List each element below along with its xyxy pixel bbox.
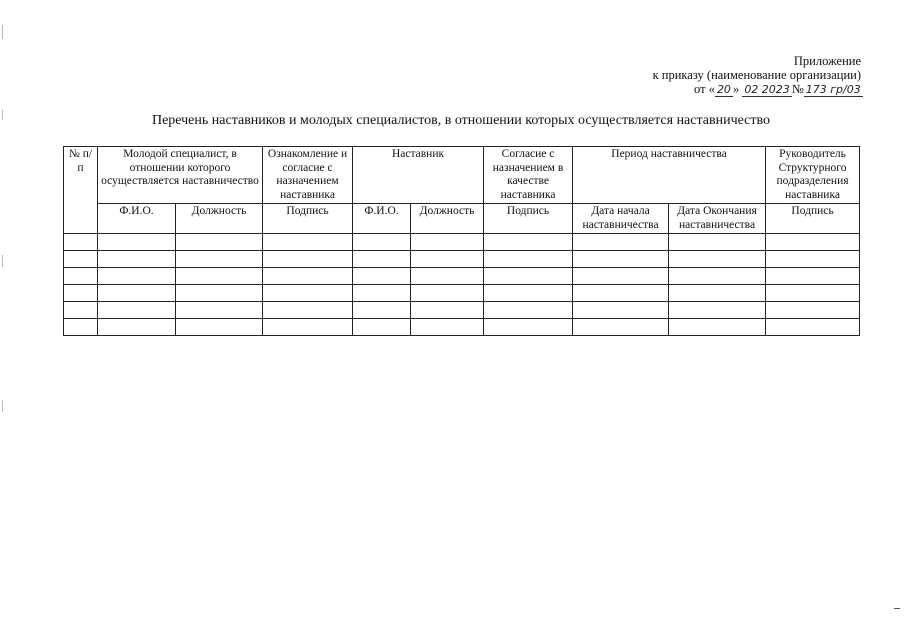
table-cell [263,285,353,302]
table-cell [98,234,176,251]
table-row [64,234,860,251]
scan-edge-mark [2,25,3,39]
table-cell [766,302,860,319]
date-prefix: от « [694,82,715,96]
sub-period-end: Дата Окончания наставничества [669,204,766,234]
sub-period-start: Дата начала наставничества [573,204,669,234]
table-cell [766,319,860,336]
table-row [64,268,860,285]
order-month-year: 02 2023 [744,83,790,96]
sub-mentor-name: Ф.И.О. [353,204,411,234]
table-cell [484,285,573,302]
table-cell [176,268,263,285]
table-cell [669,285,766,302]
table-cell [766,234,860,251]
table-cell [669,319,766,336]
table-cell [64,251,98,268]
table-cell [353,319,411,336]
table-cell [64,319,98,336]
table-cell [64,285,98,302]
table-cell [353,302,411,319]
table-cell [484,234,573,251]
sub-mentor-signature: Подпись [484,204,573,234]
table-cell [64,268,98,285]
table-cell [98,302,176,319]
table-cell [353,285,411,302]
scan-edge-mark [2,255,3,267]
appendix-block [653,54,861,82]
sub-specialist-signature: Подпись [263,204,353,234]
table-cell [263,302,353,319]
table-cell [98,268,176,285]
table-cell [766,285,860,302]
order-date-number [694,82,863,97]
table-cell [669,302,766,319]
scan-corner-mark [894,608,900,609]
table-cell [411,268,484,285]
table-cell [669,234,766,251]
number-prefix: № [791,82,804,96]
order-reference: к приказу (наименование организации) [652,68,861,82]
table-cell [766,268,860,285]
table-cell [573,302,669,319]
table-cell [573,285,669,302]
table-cell [176,285,263,302]
table-cell [411,302,484,319]
table-cell [484,302,573,319]
table-cell [98,251,176,268]
header-row-top [64,147,860,204]
table-cell [263,234,353,251]
table-cell [411,234,484,251]
table-row [64,251,860,268]
table-body [64,234,860,336]
table-cell [411,319,484,336]
table-cell [263,319,353,336]
scan-edge-mark [2,400,3,412]
scan-edge-mark [2,110,3,120]
table-cell [176,234,263,251]
col-young-specialist: Молодой специалист, в отношении которого осуществляется наставничество [98,147,263,204]
table-cell [411,251,484,268]
header-row-sub [64,204,860,234]
appendix-label: Приложение [793,54,861,68]
sub-head-signature: Подпись [766,204,860,234]
col-acknowledgement: Ознакомление и согласие с назначением наставника [263,147,353,204]
table-cell [353,268,411,285]
table-cell [573,234,669,251]
table-cell [484,251,573,268]
table-cell [176,251,263,268]
table-row [64,285,860,302]
table-cell [64,302,98,319]
table-cell [263,251,353,268]
table-cell [573,319,669,336]
col-mentor-consent: Согласие с назначением в качестве наставника [484,147,573,204]
table-cell [263,268,353,285]
table-cell [411,285,484,302]
table-cell [669,251,766,268]
table-cell [176,319,263,336]
table-cell [353,234,411,251]
table-row [64,319,860,336]
order-day: 20 [716,83,731,96]
table-cell [64,234,98,251]
table-cell [176,302,263,319]
sub-mentor-position: Должность [411,204,484,234]
table-cell [573,251,669,268]
table-cell [98,319,176,336]
col-number: № п/п [64,147,98,234]
table-cell [98,285,176,302]
sub-specialist-name: Ф.И.О. [98,204,176,234]
order-number: 173 гр/03 [805,83,861,96]
col-mentor: Наставник [353,147,484,204]
table-row [64,302,860,319]
table-cell [484,319,573,336]
col-period: Период наставничества [573,147,766,204]
col-department-head: Руководитель Структурного подразделения наставника [766,147,860,204]
mentorship-table [63,146,860,336]
document-title: Перечень наставников и молодых специалистов, в отношении которых осуществляется наставничество [151,113,771,128]
table-cell [484,268,573,285]
table-cell [353,251,411,268]
sub-specialist-position: Должность [176,204,263,234]
table-cell [669,268,766,285]
date-close: » [732,82,740,96]
table-cell [766,251,860,268]
table-cell [573,268,669,285]
